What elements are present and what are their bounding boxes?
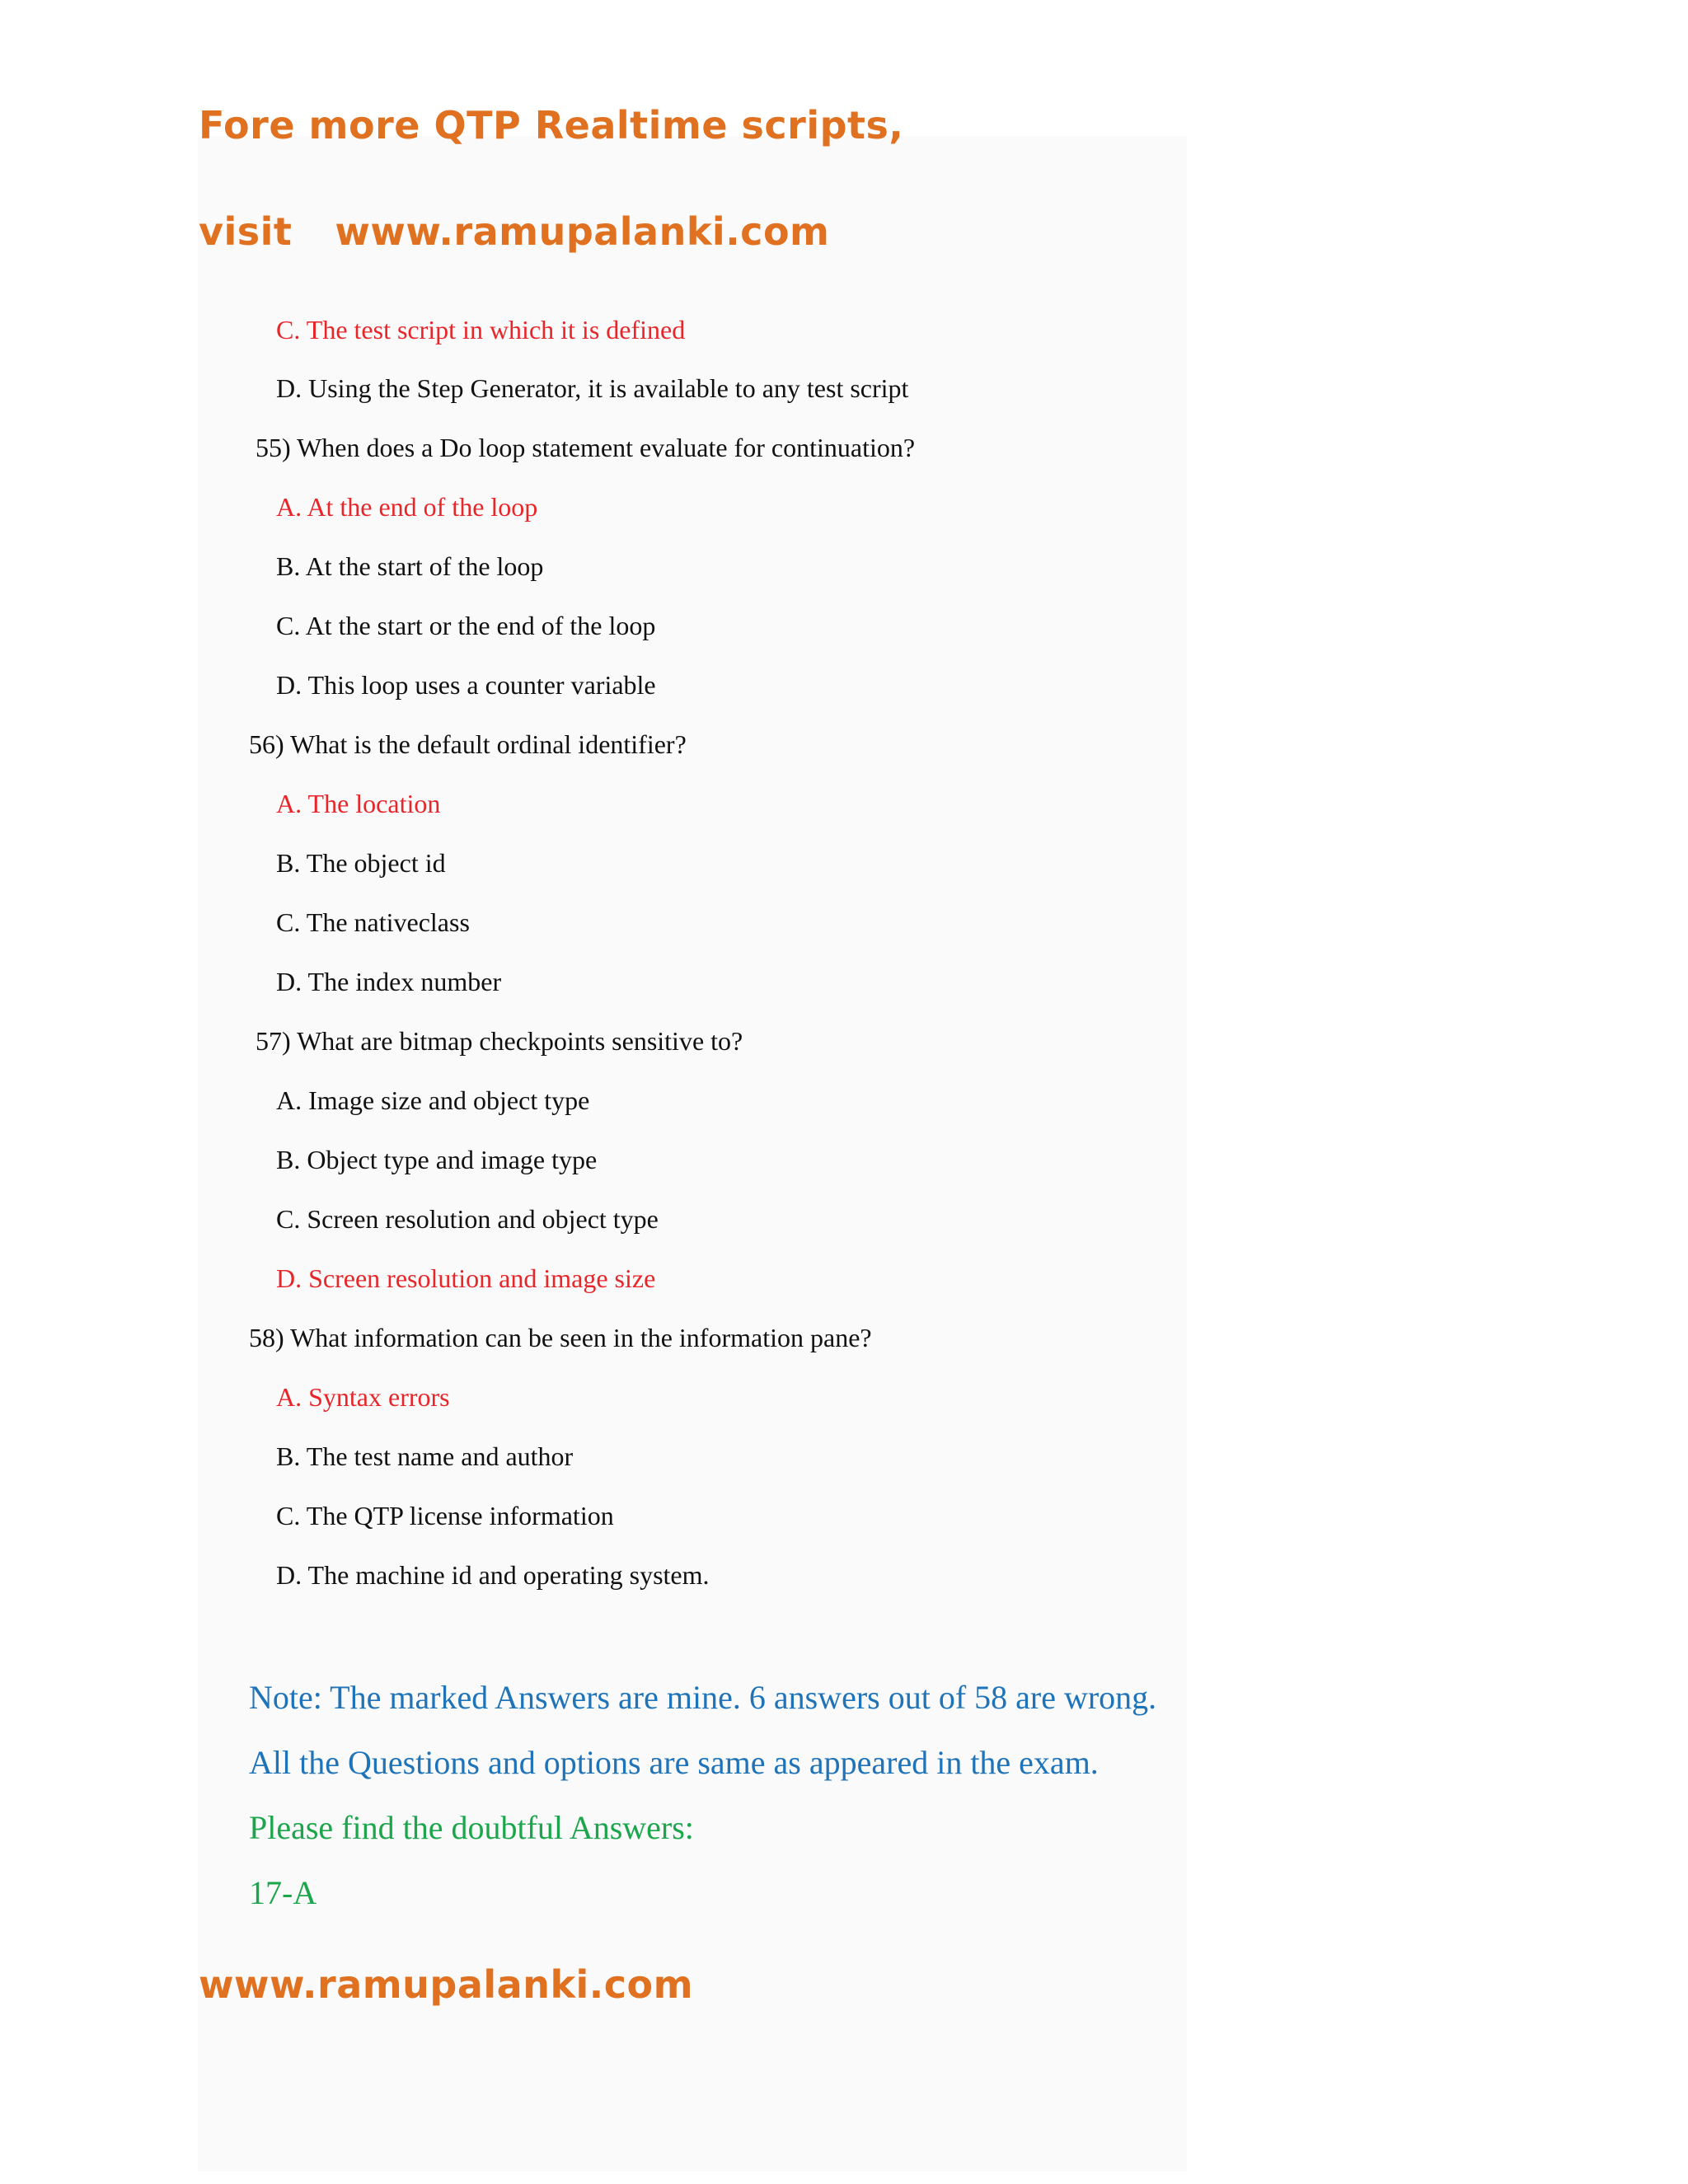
option-d-marked: D. Screen resolution and image size — [276, 1263, 656, 1293]
option-d: D. The machine id and operating system. — [276, 1560, 710, 1590]
header-title: Fore more QTP Realtime scripts, — [199, 103, 904, 148]
note-doubtful-answer: 17-A — [249, 1874, 317, 1911]
note-doubtful-heading: Please find the doubtful Answers: — [249, 1809, 694, 1846]
option-b: B. Object type and image type — [276, 1145, 598, 1174]
option-c: C. Screen resolution and object type — [276, 1204, 659, 1234]
header-visit-label: visit — [199, 209, 293, 254]
option-c: C. The nativeclass — [276, 907, 470, 937]
option-c-marked: C. The test script in which it is defined — [276, 315, 686, 344]
question-58: 58) What information can be seen in the information pane? — [249, 1323, 872, 1352]
option-b: B. The object id — [276, 848, 446, 878]
note-marked-answers: Note: The marked Answers are mine. 6 answers out of 58 are wrong. — [249, 1679, 1157, 1716]
option-a: A. Image size and object type — [276, 1085, 590, 1115]
option-d: D. The index number — [276, 967, 502, 996]
footer-url-link[interactable]: www.ramupalanki.com — [199, 1962, 694, 2007]
option-d: D. This loop uses a counter variable — [276, 670, 656, 700]
option-a-marked: A. At the end of the loop — [276, 492, 538, 522]
option-c: C. At the start or the end of the loop — [276, 611, 656, 640]
question-57: 57) What are bitmap checkpoints sensitive to? — [256, 1026, 743, 1056]
option-b: B. At the start of the loop — [276, 551, 544, 581]
question-55: 55) When does a Do loop statement evaluate for continuation? — [256, 433, 916, 462]
header-url-link[interactable]: www.ramupalanki.com — [335, 209, 830, 254]
note-questions-same: All the Questions and options are same as appeared in the exam. — [249, 1744, 1099, 1781]
option-d: D. Using the Step Generator, it is available to any test script — [276, 373, 909, 403]
option-a-marked: A. The location — [276, 789, 441, 818]
option-c: C. The QTP license information — [276, 1501, 614, 1530]
option-a-marked: A. Syntax errors — [276, 1382, 450, 1412]
question-56: 56) What is the default ordinal identifier? — [249, 729, 687, 759]
option-b: B. The test name and author — [276, 1441, 574, 1471]
header-visit-line — [199, 209, 829, 255]
